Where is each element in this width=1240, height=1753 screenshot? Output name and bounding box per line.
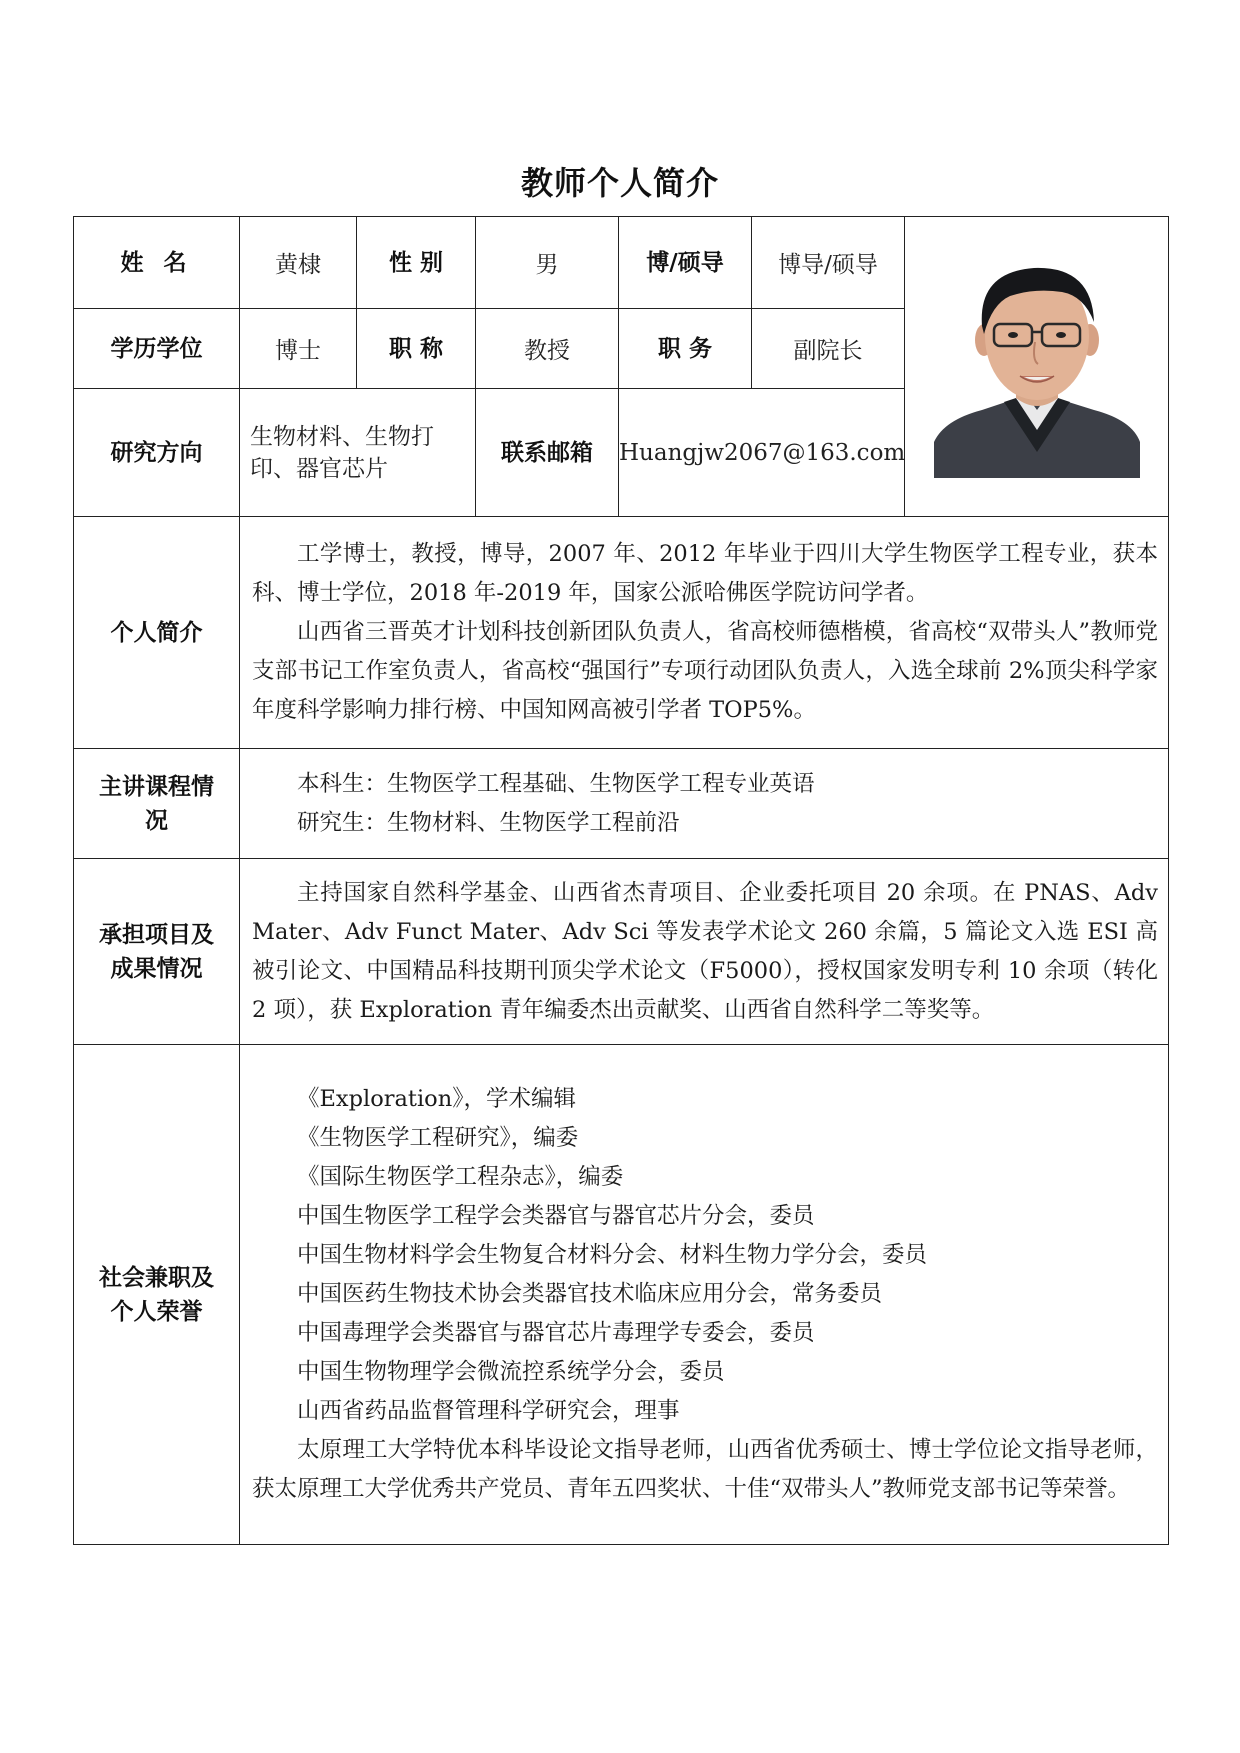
row-honors <box>74 1045 1169 1545</box>
page-title: 教师个人简介 <box>520 164 719 202</box>
portrait-photo <box>934 252 1140 478</box>
honor-line: 中国医药生物技术协会类器官技术临床应用分会，常务委员 <box>297 1281 883 1307</box>
honor-line: 中国生物医学工程学会类器官与器官芯片分会，委员 <box>297 1203 815 1229</box>
degree-value: 博士 <box>240 309 357 389</box>
degree-label: 学历学位 <box>74 309 240 389</box>
intro-label: 个人简介 <box>74 517 240 749</box>
row-basic-1 <box>74 217 1169 309</box>
email-value[interactable]: Huangjw2067@163.com <box>619 389 905 517</box>
honor-line: 《国际生物医学工程杂志》，编委 <box>297 1164 624 1190</box>
row-intro <box>74 517 1169 749</box>
honor-line: 山西省药品监督管理科学研究会，理事 <box>297 1398 680 1424</box>
portrait-illustration <box>934 252 1140 478</box>
row-projects <box>74 859 1169 1045</box>
honors-content <box>240 1045 1169 1545</box>
title-label: 职 称 <box>357 309 476 389</box>
honor-line: 中国生物物理学会微流控系统学分会，委员 <box>297 1359 725 1385</box>
intro-paragraph: 山西省三晋英才计划科技创新团队负责人，省高校师德楷模，省高校“双带头人”教师党支部书记工作室负责人，省高校“强国行”专项行动团队负责人，入选全球前 2%顶尖科学家年度科学影响力排行榜、中国知网高被引学者 TOP5%。 <box>252 619 1158 723</box>
projects-paragraph: 主持国家自然科学基金、山西省杰青项目、企业委托项目 20 余项。在 PNAS、Adv Mater、Adv Funct Mater、Adv Sci 等发表学术论文 260 余篇，5 篇论文入选 ESI 高被引论文、中国精品科技期刊顶尖学术论文（F5000），授权国家发明专利 10 余项（转化 2 项），获 Exploration 青年编委杰出贡献奖、山西省自然科学二等奖等。 <box>252 879 1158 1023</box>
photo-cell <box>905 217 1169 517</box>
course-line: 研究生：生物材料、生物医学工程前沿 <box>297 809 680 836</box>
honor-line: 《Exploration》，学术编辑 <box>297 1086 576 1112</box>
projects-label: 承担项目及成果情况 <box>74 859 240 1045</box>
honor-line: 中国生物材料学会生物复合材料分会、材料生物力学分会，委员 <box>297 1242 928 1268</box>
name-label: 姓 名 <box>74 217 240 309</box>
supervisor-value: 博导/硕导 <box>752 217 905 309</box>
row-courses <box>74 749 1169 859</box>
courses-content <box>240 749 1169 859</box>
name-value: 黄棣 <box>240 217 357 309</box>
research-label: 研究方向 <box>74 389 240 517</box>
honors-label: 社会兼职及个人荣誉 <box>74 1045 240 1545</box>
courses-label: 主讲课程情况 <box>74 749 240 859</box>
intro-paragraph: 工学博士，教授，博导，2007 年、2012 年毕业于四川大学生物医学工程专业，获本科、博士学位，2018 年-2019 年，国家公派哈佛医学院访问学者。 <box>252 541 1158 606</box>
email-label: 联系邮箱 <box>476 389 619 517</box>
course-line: 本科生：生物医学工程基础、生物医学工程专业英语 <box>297 770 815 797</box>
intro-content <box>240 517 1169 749</box>
projects-content <box>240 859 1169 1045</box>
title-value: 教授 <box>476 309 619 389</box>
gender-label: 性 别 <box>357 217 476 309</box>
gender-value: 男 <box>476 217 619 309</box>
position-label: 职 务 <box>619 309 752 389</box>
research-value: 生物材料、生物打印、器官芯片 <box>240 389 476 517</box>
supervisor-label: 博/硕导 <box>619 217 752 309</box>
honor-line: 《生物医学工程研究》，编委 <box>297 1125 579 1151</box>
position-value: 副院长 <box>752 309 905 389</box>
honor-line: 太原理工大学特优本科毕设论文指导老师，山西省优秀硕士、博士学位论文指导老师，获太原理工大学优秀共产党员、青年五四奖状、十佳“双带头人”教师党支部书记等荣誉。 <box>252 1437 1158 1502</box>
profile-table <box>73 216 1169 1545</box>
honor-line: 中国毒理学会类器官与器官芯片毒理学专委会，委员 <box>297 1320 815 1346</box>
